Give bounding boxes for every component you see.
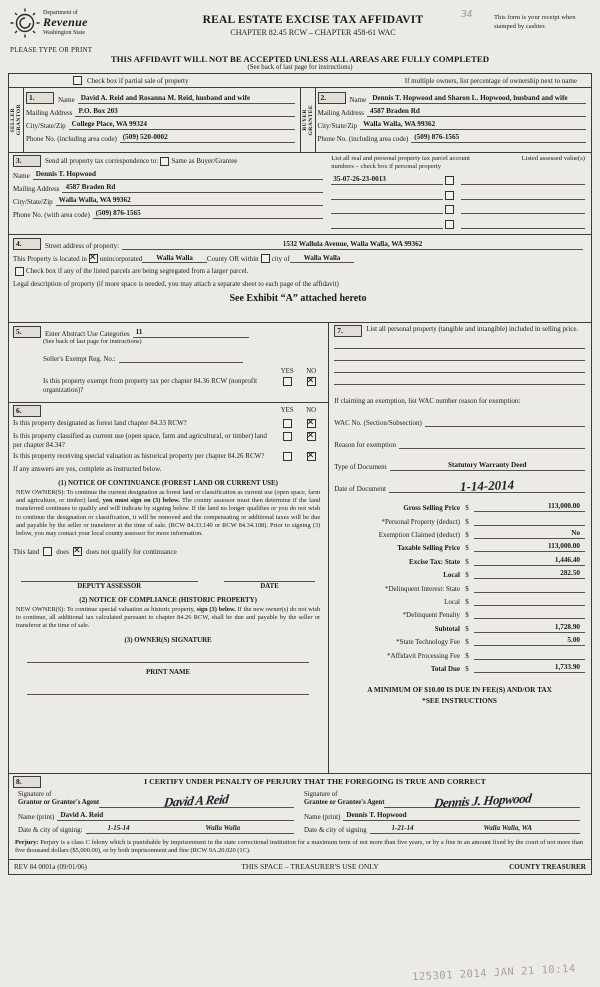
grantor-printed-name: David A. Reid	[60, 810, 104, 819]
seller-section	[9, 88, 300, 152]
reason-exemption-line	[399, 439, 585, 449]
grantee-signing-city: Walla Walla, WA	[483, 823, 533, 832]
personal-property-line	[334, 361, 585, 373]
grantee-printed-name: Dennis T. Hopwood	[346, 810, 407, 819]
personal-property-section	[329, 323, 591, 773]
deputy-assessor-label: DEPUTY ASSESSOR	[77, 582, 142, 590]
dollar-sign: $	[465, 571, 469, 580]
land-classification-section: 6. YES NO Is this property designated as forest land chapter 84.33 RCW? ✕ Is this property classified as current use (open space, farm and agricultural, or timber) land per chapter 84.34? ✕ Is this property receiving special valuation as historical property per chapter 84.26 RCW? ✕ If any answers are yes, complete as instructed below. (1) NOTICE OF CONTINUANCE (FOREST LAND OR CURRENT USE) NEW OWNER(S): To continue the current designation as forest land or classification as current use (open space, farm and agriculture, or timber) land, you must sign on (3) below. The county assessor must then determine if the land transferred continues to qualify and will indicate by signing below. If the land no longer qualifies or you do not wish to continue the designation or classification, it will be removed and the compensating or additional taxes will be due and payable by the seller or transferor at the time of sale. (RCW 84.33.140 or RCW 84.34.108). Prior to signing (3) below, you may contact your local county assessor for more information. This land does ✕ does not qualify for continuance DEPUTY ASSESSOR DATE (2) NOTICE OF COMPLIANCE (HISTORIC PROPERTY) NEW OWNER(S): To continue special valuation as historic property, sign (3) below. If the new owner(s) do not wish to continue, all additional tax calculated pursuant to chapter 84.26 RCW, shall be due and payable by the seller or transferor at the time of sale. (3) OWNER(S) SIGNATURE PRINT NAME	[9, 402, 328, 773]
grantor-signature: David A Reid	[163, 791, 230, 810]
historic-question: Is this property receiving special valuation as historical property per chapter 84.26 RCW?	[13, 451, 265, 460]
buyer-mailing-value: 4587 Braden Rd	[369, 107, 420, 115]
buyer-mailing-label: Mailing Address	[317, 109, 364, 117]
grantor-signature-block: Signature of Grantor or Grantor's Agent David A Reid Name (print) David A. Reid Date & city of signing: 1-15-14 Walla Walla	[13, 791, 299, 834]
print-name-line	[27, 685, 309, 695]
money-row-delinquent-interest-local: Local $	[334, 596, 585, 606]
parcel-numbers-header: List all real and personal property tax parcel account numbers – check box if personal property	[331, 155, 470, 170]
current-use-yes-checkbox	[283, 432, 292, 441]
seller-mailing-label: Mailing Address	[26, 109, 73, 117]
dollar-sign: $	[465, 530, 469, 539]
taxable-selling-price-value: 113,000.00	[548, 542, 580, 551]
assessed-values-header: Listed assessed value(s)	[521, 155, 585, 162]
grantor-signing-city: Walla Walla	[205, 823, 241, 832]
please-type-or-print: PLEASE TYPE OR PRINT	[10, 46, 93, 54]
exemption-claimed-value: No	[571, 528, 580, 537]
exempt-reg-label: Seller's Exempt Reg. No.:	[43, 354, 116, 363]
does-not-qualify-checkbox	[73, 547, 82, 556]
current-use-no-checkbox	[307, 432, 316, 441]
seller-phone-label: Phone No. (including area code)	[26, 135, 117, 143]
grantee-signing-date: 1-21-14	[391, 823, 414, 832]
money-row-excise-local: Local $ 282.50	[334, 569, 585, 579]
money-row-delinquent-interest-state: *Delinquent Interest: State $	[334, 583, 585, 593]
parcel-row	[331, 175, 585, 185]
personal-property-checkbox	[445, 205, 454, 214]
section-4-number: 4.	[13, 238, 41, 250]
tax-correspondence-section: 3. Send all property tax correspondence to: Same as Buyer/Grantee Name Dennis T. Hopwood Mailing Address 4587 Braden Rd City/State/Zip Walla Walla, WA 99362 Phone No. (with area code) (509) 876-1565 List all real and personal property tax parcel account numbers – check box if personal property Listed assessed value(s) 35-07-26-23-0013	[9, 152, 591, 234]
abstract-use-value: 11	[135, 327, 143, 336]
section-2-number: 2.	[318, 92, 346, 104]
historic-no-checkbox	[307, 452, 316, 461]
money-row-gross: Gross Selling Price $ 113,000.00	[334, 502, 585, 512]
abstract-use-label: Enter Abstract Use Categories	[45, 329, 130, 338]
nonprofit-no-checkbox	[307, 377, 316, 386]
top-checkbox-row	[9, 74, 591, 87]
correspondence-mailing-value: 4587 Braden Rd	[65, 183, 116, 191]
correspondence-name-value: Dennis T. Hopwood	[35, 170, 96, 178]
buyer-city-value: Walla Walla, WA 99362	[363, 120, 436, 128]
certify-statement: I CERTIFY UNDER PENALTY OF PERJURY THAT THE FOREGOING IS TRUE AND CORRECT	[144, 777, 486, 787]
exempt-reg-line	[119, 353, 243, 363]
personal-property-checkbox	[445, 191, 454, 200]
seller-name-label: Name	[58, 96, 75, 104]
chapter-subtitle: CHAPTER 82.45 RCW – CHAPTER 458-61 WAC	[230, 28, 396, 37]
historic-yes-checkbox	[283, 452, 292, 461]
subtotal-value: 1,728.90	[554, 622, 580, 631]
dollar-sign: $	[465, 638, 469, 647]
perjury-notice: Perjury: Perjury is a class C felony which is punishable by imprisonment in the state correctional institution for a maximum term of not more than five years, or by a fine in an amount fixed by the court of not more than five thousand dollars ($5,000.00), or by both imprisonment and fine (RCW 9A.20.020 (1C).	[15, 838, 583, 855]
forest-land-question: Is this property designated as forest land chapter 84.33 RCW?	[13, 419, 187, 428]
seller-mailing-value: P.O. Box 203	[78, 107, 118, 115]
form-revision-number: REV 84 0001a (09/01/06)	[14, 862, 87, 871]
unincorporated-checkbox	[89, 254, 98, 263]
revenue-logo	[10, 8, 132, 54]
send-correspondence-label: Send all property tax correspondence to:	[45, 157, 159, 165]
dollar-sign: $	[465, 664, 469, 673]
abstract-use-section: 5. Enter Abstract Use Categories 11 (See back of last page for instructions) Seller's Exempt Reg. No.: YES NO Is this property exempt from property tax per chapter 84.36 RCW (nonprofit organization)? ✕	[9, 323, 328, 402]
money-row-exemption-claimed: Exemption Claimed (deduct) $ No	[334, 529, 585, 539]
date-of-document-label: Date of Document	[334, 484, 386, 493]
notice-compliance-title: (2) NOTICE OF COMPLIANCE (HISTORIC PROPERTY)	[79, 596, 257, 604]
grantor-signing-date: 1-15-14	[107, 823, 130, 832]
buyer-side-label: BUYER GRANTEE	[301, 88, 316, 152]
segregated-label: Check box if any of the listed parcels are being segregated from a larger parcel.	[26, 267, 249, 276]
legal-description-label: Legal description of property (if more space is needed, you may attach a separate sheet to each page of the affidavit)	[13, 279, 339, 288]
total-due-value: 1,733.90	[554, 662, 580, 671]
dollar-sign: $	[465, 611, 469, 620]
parcel-row	[331, 204, 585, 214]
logo-dept-text: Department of	[43, 9, 78, 16]
excise-tax-local-value: 282.50	[560, 569, 580, 578]
technology-fee-value: 5.00	[567, 636, 580, 645]
money-row-excise-state: Excise Tax: State $ 1,446.40	[334, 556, 585, 566]
owners-signature-label: (3) OWNER(S) SIGNATURE	[124, 636, 212, 644]
type-of-document-value: Statutory Warranty Deed	[448, 460, 527, 469]
partial-sale-label: Check box if partial sale of property	[87, 76, 189, 85]
print-name-label: PRINT NAME	[146, 668, 191, 676]
see-back-note: (See back of last page for instructions)	[247, 64, 353, 71]
grantee-signature-block: Signature of Grantee or Grantee's Agent Dennis J. Hopwood Name (print) Dennis T. Hopwood Date & city of signing 1-21-14 Walla Walla, WA	[299, 791, 585, 834]
section-8-number: 8.	[13, 776, 41, 788]
buyer-section	[300, 88, 592, 152]
receipt-note: This form is your receipt when stamped by cashier.	[494, 14, 576, 30]
excise-tax-state-value: 1,446.40	[554, 555, 580, 564]
dollar-sign: $	[465, 597, 469, 606]
minimum-fee-note: A MINIMUM OF $10.00 IS DUE IN FEE(S) AND/OR TAX *SEE INSTRUCTIONS	[367, 684, 552, 705]
deputy-assessor-lines	[13, 572, 323, 582]
money-row-taxable: Taxable Selling Price $ 113,000.00	[334, 542, 585, 552]
date-of-document-value: 1-14-2014	[459, 476, 515, 494]
money-row-delinquent-penalty: *Delinquent Penalty $	[334, 609, 585, 619]
nonprofit-yes-checkbox	[283, 377, 292, 386]
city-checkbox	[261, 254, 270, 263]
dollar-sign: $	[465, 584, 469, 593]
personal-property-checkbox	[445, 220, 454, 229]
form-body	[8, 73, 592, 875]
buyer-phone-label: Phone No. (including area code)	[317, 135, 409, 143]
dollar-sign: $	[465, 517, 469, 526]
correspondence-city-value: Walla Walla, WA 99362	[58, 196, 131, 204]
same-as-buyer-label: Same as Buyer/Grantee	[171, 157, 238, 165]
buyer-phone-value: (509) 876-1565	[414, 133, 460, 141]
street-address-label: Street address of property:	[45, 241, 120, 250]
seller-phone-value: (509) 520-0002	[122, 133, 168, 141]
property-address-section: 4. Street address of property: 1532 Wallula Avenue, Walla Walla, WA 99362 This Property is located in ✕ unincorporated Walla Walla County OR within city of Walla Walla Check box if any of the listed parcels are being segregated from a larger parcel. Legal description of property (if more space is needed, you may attach a separate sheet to each page of the affidavit) See Exhibit “A” attached hereto	[9, 234, 591, 322]
dollar-sign: $	[465, 504, 469, 513]
money-row-personal-property: *Personal Property (deduct) $	[334, 516, 585, 526]
wac-line	[425, 417, 585, 427]
section-1-number: 1.	[26, 92, 54, 104]
gross-selling-price-value: 113,000.00	[548, 502, 580, 511]
buyer-name-label: Name	[349, 96, 367, 104]
personal-property-line	[334, 349, 585, 361]
section-6-number: 6.	[13, 405, 41, 417]
type-of-document-label: Type of Document	[334, 462, 387, 471]
notice-continuance-body: NEW OWNER(S): To continue the current designation as forest land or classification as current use (open space, farm and agriculture, or timber) land, you must sign on (3) below. The county assessor must then determine if the land transferred continues to qualify and will indicate by signing below. If the land no longer qualifies or you do not wish to continue the designation or classification, it will be removed and the compensating or additional taxes will be due and payable by the seller or transferor at the time of sale. (RCW 84.33.140 or RCW 84.34.108). Prior to signing (3) below, you may contact your local county assessor for more information.	[16, 488, 321, 538]
parcel-number-value: 35-07-26-23-0013	[333, 175, 386, 184]
form-title: REAL ESTATE EXCISE TAX AFFIDAVIT	[202, 14, 424, 26]
logo-revenue-text: Revenue	[43, 15, 88, 30]
dollar-sign: $	[465, 557, 469, 566]
logo-state-text: Washington State	[43, 29, 86, 36]
wac-label: WAC No. (Section/Subsection)	[334, 418, 422, 427]
dollar-sign: $	[465, 651, 469, 660]
continuance-qualify-row: This land does ✕ does not qualify for continuance	[13, 547, 323, 556]
nonprofit-question: Is this property exempt from property tax per chapter 84.36 RCW (nonprofit organization)?	[43, 377, 258, 395]
legal-description-value: See Exhibit “A” attached hereto	[229, 292, 367, 304]
owners-signature-line	[27, 653, 309, 663]
form-footer	[9, 859, 591, 874]
seller-city-label: City/State/Zip	[26, 122, 66, 130]
money-row-technology-fee: *State Technology Fee $ 5.00	[334, 636, 585, 646]
personal-property-label: List all personal property (tangible and intangible) included in selling price.	[366, 324, 579, 333]
reason-exemption-label: Reason for exemption	[334, 440, 397, 449]
notice-continuance-title: (1) NOTICE OF CONTINUANCE (FOREST LAND OR CURRENT USE)	[58, 479, 278, 487]
notice-compliance-body: NEW OWNER(S): To continue special valuation as historic property, sign (3) below. If the new owner(s) do not wish to continue, all additional tax calculated pursuant to chapter 84.26 RCW, shall be due and payable by the seller or transferor at the time of sale.	[16, 605, 321, 630]
warning-line: THIS AFFIDAVIT WILL NOT BE ACCEPTED UNLESS ALL AREAS ARE FULLY COMPLETED	[110, 54, 490, 64]
date-label: DATE	[260, 582, 279, 590]
money-row-total-due: Total Due $ 1,733.90	[334, 663, 585, 673]
county-treasurer-label: COUNTY TREASURER	[509, 862, 586, 871]
if-yes-note: If any answers are yes, complete as instructed below.	[13, 464, 162, 473]
header	[0, 0, 600, 54]
assessed-value-line	[461, 175, 585, 185]
section-5-number: 5.	[13, 326, 41, 338]
dollar-sign: $	[465, 624, 469, 633]
segregated-checkbox	[15, 267, 24, 276]
current-use-question: Is this property classified as current use (open space, farm and agricultural, or timber) land per chapter 84.34?	[13, 431, 267, 449]
parcel-row	[331, 190, 585, 200]
same-as-buyer-checkbox	[160, 157, 169, 166]
section-3-number: 3.	[13, 155, 41, 167]
parcel-row	[331, 219, 585, 229]
sun-gear-logo-icon	[10, 8, 40, 38]
city-value: Walla Walla	[290, 254, 355, 263]
dollar-sign: $	[465, 544, 469, 553]
correspondence-phone-value: (509) 876-1565	[95, 209, 141, 217]
seller-name-value: David A. Reid and Rosanna M. Reid, husband and wife	[80, 94, 251, 102]
seller-side-label: SELLER GRANTOR	[9, 88, 24, 152]
money-row-subtotal: Subtotal $ 1,728.90	[334, 623, 585, 633]
treasurer-space-label: THIS SPACE – TREASURER'S USE ONLY	[241, 862, 379, 872]
partial-sale-checkbox	[73, 76, 82, 85]
county-value: Walla Walla	[142, 254, 207, 263]
does-qualify-checkbox	[43, 547, 52, 556]
seller-city-value: College Place, WA 99324	[71, 120, 147, 128]
cashier-date-stamp: 125301 2014 JAN 21 10:14	[412, 962, 577, 984]
street-address-value: 1532 Wallula Avenue, Walla Walla, WA 99362	[282, 239, 423, 248]
exemption-intro: If claiming an exemption, list WAC number reason for exemption:	[334, 396, 521, 405]
money-row-processing-fee: *Affidavit Processing Fee $	[334, 650, 585, 660]
buyer-name-value: Dennis T. Hopwood and Sharon L. Hopwood, husband and wife	[372, 94, 568, 102]
personal-property-line	[334, 337, 585, 349]
handwritten-corner-mark: 34	[461, 8, 472, 20]
forest-yes-checkbox	[283, 419, 292, 428]
buyer-city-label: City/State/Zip	[317, 122, 358, 130]
section-7-number: 7.	[334, 325, 362, 337]
forest-no-checkbox	[307, 419, 316, 428]
personal-property-checkbox	[445, 176, 454, 185]
multiple-owners-note: If multiple owners, list percentage of ownership next to name	[404, 76, 577, 85]
personal-property-line	[334, 373, 585, 385]
certification-section	[9, 773, 591, 859]
grantee-signature: Dennis J. Hopwood	[432, 790, 532, 811]
